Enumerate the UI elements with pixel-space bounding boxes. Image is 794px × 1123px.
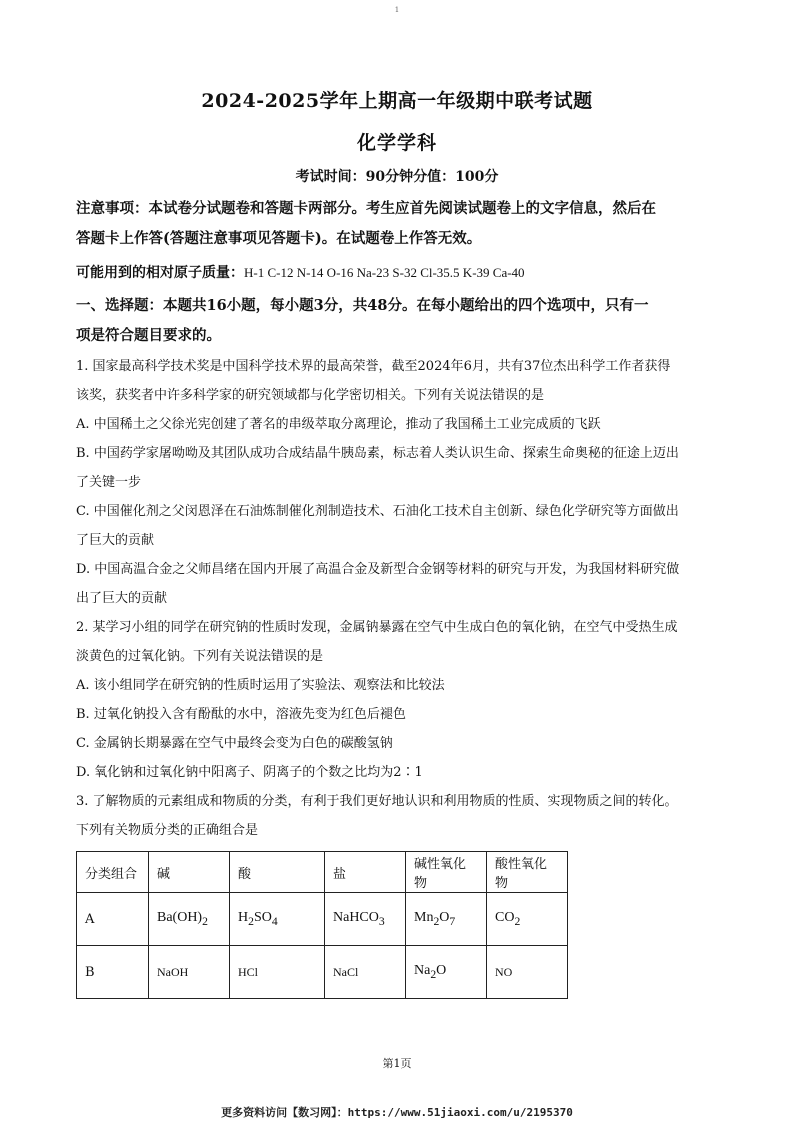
- exam-content: [76, 194, 722, 999]
- notice-line-2: 答题卡上作答(答题注意事项见答题卡)。在试题卷上作答无效。: [76, 230, 482, 247]
- top-page-mark: 1: [394, 6, 400, 14]
- q1-option-c: C. 中国催化剂之父闵恩泽在石油炼制催化剂制造技术、石油化工技术自主创新、绿色化学研究等方面做出: [76, 504, 679, 519]
- q2-option-d: D. 氧化钠和过氧化钠中阳离子、阴离子的个数之比均为2∶1: [76, 765, 423, 780]
- salt-cell: NaHCO$_3$: [325, 893, 406, 946]
- q2-option-a: A. 该小组同学在研究钠的性质时运用了实验法、观察法和比较法: [76, 678, 445, 693]
- atomic-masses-label: 可能用到的相对原子质量：: [76, 265, 244, 281]
- footer-link[interactable]: 更多资料访问【数习网】：https://www.51jiaoxi.com/u/2195370: [221, 1106, 573, 1119]
- table-header-row: [77, 852, 568, 893]
- notice-line-1: 注意事项：本试卷分试题卷和答题卡两部分。考生应首先阅读试题卷上的文字信息，然后在: [76, 200, 656, 217]
- basic-oxide-cell: $Na_2O$: [406, 946, 487, 999]
- acid-cell: HCl: [230, 946, 325, 999]
- exam-time-score: 考试时间：90分钟分值：100分: [295, 169, 499, 185]
- exam-title: 2024-2025学年上期高一年级期中联考试题: [201, 90, 593, 112]
- acid-oxide-cell: NO: [487, 946, 568, 999]
- row-label: A: [77, 893, 149, 946]
- table-header-cell: 碱性氧化物: [406, 852, 487, 893]
- q2-option-b: B. 过氧化钠投入含有酚酞的水中，溶液先变为红色后褪色: [76, 707, 406, 722]
- table-header-cell: 盐: [325, 852, 406, 893]
- q1-option-b-cont: 了关键一步: [76, 475, 142, 490]
- q3-stem-line-1: 3. 了解物质的元素组成和物质的分类，有利于我们更好地认识和利用物质的性质、实现物质之间的转化。: [76, 794, 678, 809]
- exam-subject: 化学学科: [356, 132, 437, 154]
- atomic-masses-values: H-1 C-12 N-14 O-16 Na-23 S-32 Cl-35.5 K-39 Ca-40: [244, 265, 525, 280]
- table-row: [77, 893, 568, 946]
- classification-table: [76, 851, 568, 999]
- table-header-cell: 酸性氧化物: [487, 852, 568, 893]
- q3-stem-line-2: 下列有关物质分类的正确组合是: [76, 823, 259, 838]
- atomic-masses: [76, 260, 722, 286]
- section-title-line-2: 项是符合题目要求的。: [76, 327, 221, 344]
- q1-option-b: B. 中国药学家屠呦呦及其团队成功合成结晶牛胰岛素，标志着人类认识生命、探索生命奥秘的征途上迈出: [76, 446, 679, 461]
- q1-option-d-cont: 出了巨大的贡献: [76, 591, 168, 606]
- base-cell: $Ba(OH)_2$: [149, 893, 230, 946]
- page-number: 第1页: [382, 1057, 412, 1070]
- salt-cell: NaCl: [325, 946, 406, 999]
- acid-oxide-cell: $CO_2$: [487, 893, 568, 946]
- q1-option-d: D. 中国高温合金之父师昌绪在国内开展了高温合金及新型合金钢等材料的研究与开发，为我国材料研究做: [76, 562, 680, 577]
- q2-stem-line-1: 2. 某学习小组的同学在研究钠的性质时发现，金属钠暴露在空气中生成白色的氧化钠，在空气中受热生成: [76, 620, 678, 635]
- basic-oxide-cell: $Mn_2O_7$: [406, 893, 487, 946]
- q1-option-a: A. 中国稀土之父徐光宪创建了著名的串级萃取分离理论，推动了我国稀土工业完成质的飞跃: [76, 417, 601, 432]
- table-header-cell: 酸: [230, 852, 325, 893]
- table-header-cell: 分类组合: [77, 852, 149, 893]
- acid-cell: $H_2SO_4$: [230, 893, 325, 946]
- section-title-line-1: 一、选择题：本题共16小题，每小题3分，共48分。在每小题给出的四个选项中，只有一: [76, 297, 649, 314]
- table-header-cell: 碱: [149, 852, 230, 893]
- table-row: [77, 946, 568, 999]
- q1-option-c-cont: 了巨大的贡献: [76, 533, 155, 548]
- q2-stem-line-2: 淡黄色的过氧化钠。下列有关说法错误的是: [76, 649, 324, 664]
- row-label: B: [77, 946, 149, 999]
- base-cell: NaOH: [149, 946, 230, 999]
- q2-option-c: C. 金属钠长期暴露在空气中最终会变为白色的碳酸氢钠: [76, 736, 393, 751]
- q1-stem-line-1: 1. 国家最高科学技术奖是中国科学技术界的最高荣誉，截至2024年6月，共有37位杰出科学工作者获得: [76, 359, 671, 374]
- q1-stem-line-2: 该奖，获奖者中许多科学家的研究领域都与化学密切相关。下列有关说法错误的是: [76, 388, 545, 403]
